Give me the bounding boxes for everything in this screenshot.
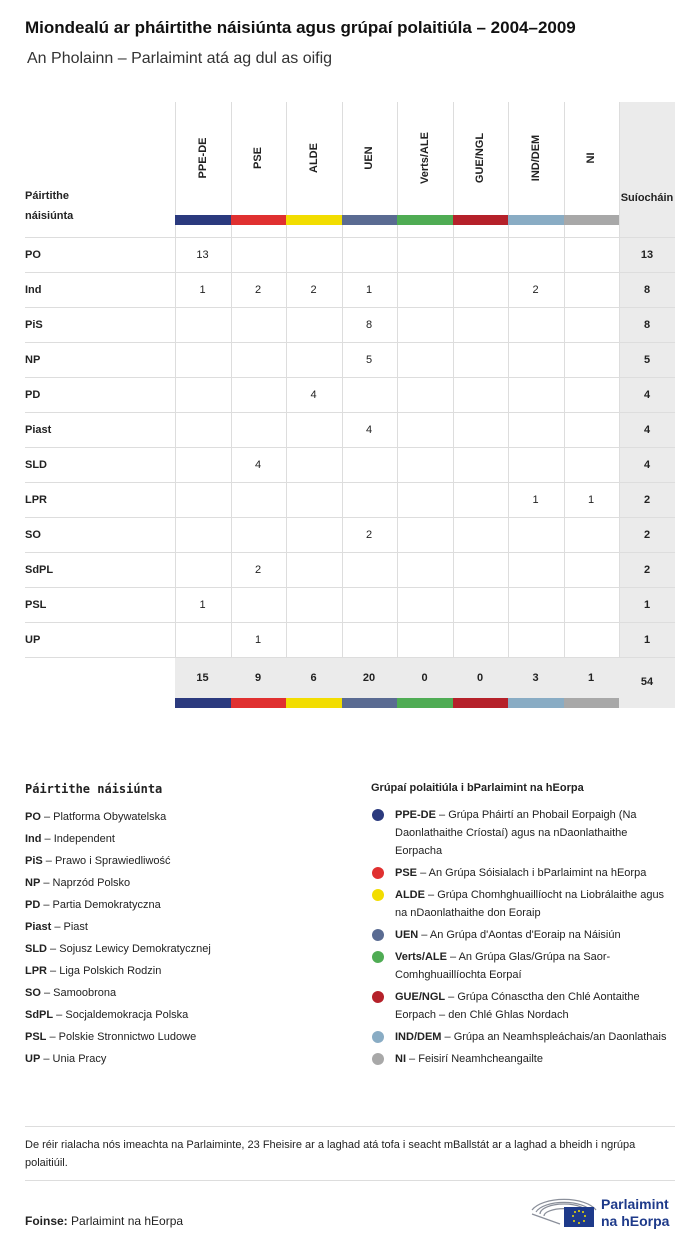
table-row xyxy=(25,517,675,552)
group-color-bar xyxy=(175,698,231,708)
column-header-4 xyxy=(397,102,452,226)
group-color-dot-icon xyxy=(372,951,384,963)
seat-cell: 4 xyxy=(310,389,317,401)
party-legend-item: SLD – Sojusz Lewicy Demokratycznej xyxy=(25,943,211,955)
group-legend-item: IND/DEM – Grúpa an Neamhspleáchais/an Daonlathais xyxy=(371,1028,671,1046)
party-name: Sojusz Lewicy Demokratycznej xyxy=(59,943,211,955)
seat-cell: 2 xyxy=(254,564,262,576)
group-legend-item: Verts/ALE – An Grúpa Glas/Grúpa na Saor-Comhghuaillíochta Eorpaí xyxy=(371,948,671,984)
group-name: Grúpa an Neamhspleáchais/an Daonlathais xyxy=(453,1031,667,1043)
party-name: Socjaldemokracja Polska xyxy=(65,1009,189,1021)
group-name: An Grúpa Glas/Grúpa na Saor-Comhghuaillíochta Eorpaí xyxy=(395,951,611,981)
party-label: Ind xyxy=(25,284,42,296)
party-abbr: PiS xyxy=(25,855,43,867)
group-color-dot-icon xyxy=(372,929,384,941)
row-total: 4 xyxy=(643,459,651,471)
group-name: Grúpa Cónasctha den Chlé Aontaithe Eorpach – den Chlé Ghlas Nordach xyxy=(395,991,640,1021)
divider xyxy=(25,1126,675,1127)
group-total: 0 xyxy=(476,672,484,684)
party-name: Prawo i Sprawiedliwość xyxy=(54,855,171,867)
group-total: 15 xyxy=(196,672,209,684)
row-total: 1 xyxy=(643,599,651,611)
group-name: Feisirí Neamhcheangailte xyxy=(418,1053,543,1065)
party-label: Piast xyxy=(25,424,52,436)
column-header-6 xyxy=(508,102,563,226)
party-abbr: NP xyxy=(25,877,41,889)
seat-cell: 2 xyxy=(254,284,262,296)
group-color-bar xyxy=(508,215,564,225)
footnote: De réir rialacha nós imeachta na Parlaiminte, 23 Fheisire ar a laghad atá tofa i seacht mBallstát ar a laghad a bheidh i ngrúpa polaitiúil. xyxy=(25,1139,636,1169)
group-total: 6 xyxy=(310,672,317,684)
logo-line1: Parlaimint xyxy=(601,1196,669,1212)
party-abbr: PD xyxy=(25,899,41,911)
party-name: Unia Pracy xyxy=(52,1053,107,1065)
group-color-bar xyxy=(175,215,231,225)
group-label: PPE-DE xyxy=(196,137,209,179)
total-header-label: Suíocháin xyxy=(620,192,674,204)
group-total: 0 xyxy=(421,672,428,684)
group-color-bar xyxy=(453,215,509,225)
group-abbr: UEN xyxy=(395,929,419,941)
seat-cell: 1 xyxy=(199,599,206,611)
row-total: 5 xyxy=(643,354,651,366)
party-label: UP xyxy=(25,634,41,646)
row-total: 1 xyxy=(643,634,651,646)
party-legend-item: PiS – Prawo i Sprawiedliwość xyxy=(25,855,171,867)
seat-cell: 1 xyxy=(587,494,595,506)
party-abbr: PO xyxy=(25,811,41,823)
group-name: Grúpa Chomhghuaillíocht na Liobrálaithe agus na nDaonlathaithe don Eoraip xyxy=(395,889,665,919)
group-color-bar xyxy=(286,698,342,708)
group-color-dot-icon xyxy=(372,991,384,1003)
page-title: Miondealú ar pháirtithe náisiúnta agus grúpaí polaitiúla – 2004–2009 xyxy=(25,18,576,37)
party-legend xyxy=(25,806,345,1070)
row-header-label: Páirtithe náisiúnta xyxy=(25,190,74,222)
group-abbr: ALDE xyxy=(395,889,425,901)
group-legend-item: ALDE – Grúpa Chomhghuaillíocht na Liobrálaithe agus na nDaonlathaithe don Eoraip xyxy=(371,886,671,922)
column-header-2 xyxy=(286,102,341,226)
party-legend-item: Piast – Piast xyxy=(25,921,88,933)
party-name: Naprzód Polsko xyxy=(52,877,131,889)
party-name: Samoobrona xyxy=(53,987,117,999)
row-total: 2 xyxy=(643,564,651,576)
seat-cell: 8 xyxy=(365,319,373,331)
party-label: SLD xyxy=(25,459,47,471)
party-abbr: UP xyxy=(25,1053,41,1065)
group-label: GUE/NGL xyxy=(474,132,486,184)
group-color-dot-icon xyxy=(372,809,384,821)
party-abbr: SO xyxy=(25,987,41,999)
grand-total: 54 xyxy=(640,676,654,688)
party-legend-item: Ind – Independent xyxy=(25,833,115,845)
group-total: 20 xyxy=(362,672,376,684)
group-total: 1 xyxy=(587,672,595,684)
group-abbr: NI xyxy=(395,1053,406,1065)
seat-cell: 1 xyxy=(254,634,262,646)
source-text: Parlaimint na hEorpa xyxy=(71,1214,184,1228)
group-total: 3 xyxy=(532,672,539,684)
seat-cell: 1 xyxy=(199,284,206,296)
party-name: Piast xyxy=(63,921,88,933)
group-label: PSE xyxy=(252,146,264,170)
row-total: 2 xyxy=(643,529,651,541)
group-abbr: PSE xyxy=(395,867,418,879)
party-legend-item: PD – Partia Demokratyczna xyxy=(25,899,161,911)
party-legend-item: SO – Samoobrona xyxy=(25,987,117,999)
seat-cell: 2 xyxy=(310,284,317,296)
table-row xyxy=(25,622,675,657)
seat-cell: 4 xyxy=(365,424,373,436)
row-total: 13 xyxy=(640,249,654,261)
seat-cell: 2 xyxy=(532,284,539,296)
group-color-bar xyxy=(231,698,287,708)
group-legend-item: GUE/NGL – Grúpa Cónasctha den Chlé Aontaithe Eorpach – den Chlé Ghlas Nordach xyxy=(371,988,671,1024)
party-label: PO xyxy=(25,249,41,261)
group-name: An Grúpa d'Aontas d'Eoraip na Náisiún xyxy=(429,929,621,941)
party-name: Platforma Obywatelska xyxy=(53,811,167,823)
group-legend-item: NI – Feisirí Neamhcheangailte xyxy=(371,1050,671,1068)
party-label: PiS xyxy=(25,319,43,331)
seat-cell: 4 xyxy=(254,459,262,471)
row-total: 4 xyxy=(643,389,651,401)
source-label: Foinse: xyxy=(25,1214,68,1228)
group-color-dot-icon xyxy=(372,889,384,901)
table-row xyxy=(25,307,675,342)
group-color-bar xyxy=(342,698,398,708)
row-total: 2 xyxy=(643,494,651,506)
column-header-1 xyxy=(231,102,286,226)
party-label: LPR xyxy=(25,494,47,506)
row-total: 4 xyxy=(643,424,651,436)
group-legend-item: UEN – An Grúpa d'Aontas d'Eoraip na Náisiún xyxy=(371,926,671,944)
group-color-dot-icon xyxy=(372,867,384,879)
group-label: UEN xyxy=(363,146,375,170)
logo-text xyxy=(601,1196,669,1230)
table-row xyxy=(25,377,675,412)
column-header-7 xyxy=(564,102,619,226)
party-abbr: Piast xyxy=(25,921,52,933)
group-label: IND/DEM xyxy=(529,134,542,182)
row-total: 8 xyxy=(643,284,651,296)
table-row xyxy=(25,342,675,377)
party-name: Polskie Stronnictwo Ludowe xyxy=(58,1031,197,1043)
table-row xyxy=(25,272,675,307)
row-total: 8 xyxy=(643,319,651,331)
table-row xyxy=(25,482,675,517)
logo-line2: na hEorpa xyxy=(601,1213,670,1229)
seat-cell: 13 xyxy=(196,249,209,261)
seat-cell: 1 xyxy=(532,494,539,506)
party-legend-item: SdPL – Socjaldemokracja Polska xyxy=(25,1009,189,1021)
table-bottom-line xyxy=(25,657,675,658)
column-header-3 xyxy=(342,102,397,226)
group-legend-item: PSE – An Grúpa Sóisialach i bParlaimint na hEorpa xyxy=(371,864,671,882)
party-name: Independent xyxy=(53,833,115,845)
table-row xyxy=(25,587,675,622)
group-total: 9 xyxy=(254,672,262,684)
source xyxy=(25,1214,183,1228)
group-name: Grúpa Pháirtí an Phobail Eorpaigh (Na Daonlathaithe Críostaí) agus na nDaonlathaithe Eorpacha xyxy=(395,809,637,857)
column-header-5 xyxy=(453,102,508,226)
group-abbr: Verts/ALE xyxy=(395,951,447,963)
group-abbr: IND/DEM xyxy=(395,1031,442,1043)
party-abbr: SLD xyxy=(25,943,47,955)
group-color-bar xyxy=(286,215,342,225)
group-color-bar xyxy=(508,698,564,708)
party-legend-item: PO – Platforma Obywatelska xyxy=(25,811,167,823)
party-name: Liga Polskich Rodzin xyxy=(59,965,162,977)
group-color-bar xyxy=(564,698,620,708)
party-name: Partia Demokratyczna xyxy=(52,899,161,911)
party-label: SO xyxy=(25,529,41,541)
party-abbr: SdPL xyxy=(25,1009,54,1021)
group-legend-item: PPE-DE – Grúpa Pháirtí an Phobail Eorpaigh (Na Daonlathaithe Críostaí) agus na nDaonlathaithe Eorpacha xyxy=(371,806,671,860)
party-label: PSL xyxy=(25,599,47,611)
party-legend-title: Páirtithe náisiúnta xyxy=(25,782,163,796)
party-legend-item: UP – Unia Pracy xyxy=(25,1053,107,1065)
seat-table xyxy=(25,102,675,708)
party-legend-item: NP – Naprzód Polsko xyxy=(25,877,131,889)
group-color-bar xyxy=(564,215,620,225)
group-color-bar xyxy=(231,215,287,225)
group-abbr: PPE-DE xyxy=(395,809,436,821)
group-name: An Grúpa Sóisialach i bParlaimint na hEorpa xyxy=(428,867,647,879)
group-color-dot-icon xyxy=(372,1031,384,1043)
table-row xyxy=(25,552,675,587)
seat-cell: 2 xyxy=(365,529,373,541)
party-abbr: Ind xyxy=(25,833,42,845)
group-label: NI xyxy=(585,152,597,164)
divider xyxy=(25,1180,675,1181)
party-label: NP xyxy=(25,354,41,366)
seat-cell: 5 xyxy=(365,354,373,366)
group-legend xyxy=(371,806,671,1072)
page-subtitle: An Pholainn – Parlaimint atá ag dul as oifig xyxy=(27,50,333,67)
party-legend-item: LPR – Liga Polskich Rodzin xyxy=(25,965,162,977)
group-color-dot-icon xyxy=(372,1053,384,1065)
party-abbr: LPR xyxy=(25,965,47,977)
group-label: Verts/ALE xyxy=(418,132,431,184)
group-color-bar xyxy=(342,215,398,225)
group-color-bar xyxy=(397,215,453,225)
table-row xyxy=(25,412,675,447)
party-label: SdPL xyxy=(25,564,54,576)
party-abbr: PSL xyxy=(25,1031,47,1043)
group-label: ALDE xyxy=(307,143,320,173)
table-row xyxy=(25,237,675,272)
group-color-bar xyxy=(453,698,509,708)
group-legend-title: Grúpaí polaitiúla i bParlaimint na hEorpa xyxy=(371,782,584,794)
group-abbr: GUE/NGL xyxy=(395,991,446,1003)
party-label: PD xyxy=(25,389,41,401)
table-row xyxy=(25,447,675,482)
party-legend-item: PSL – Polskie Stronnictwo Ludowe xyxy=(25,1031,197,1043)
column-header-0 xyxy=(175,102,230,226)
seat-cell: 1 xyxy=(365,284,373,296)
group-color-bar xyxy=(397,698,453,708)
